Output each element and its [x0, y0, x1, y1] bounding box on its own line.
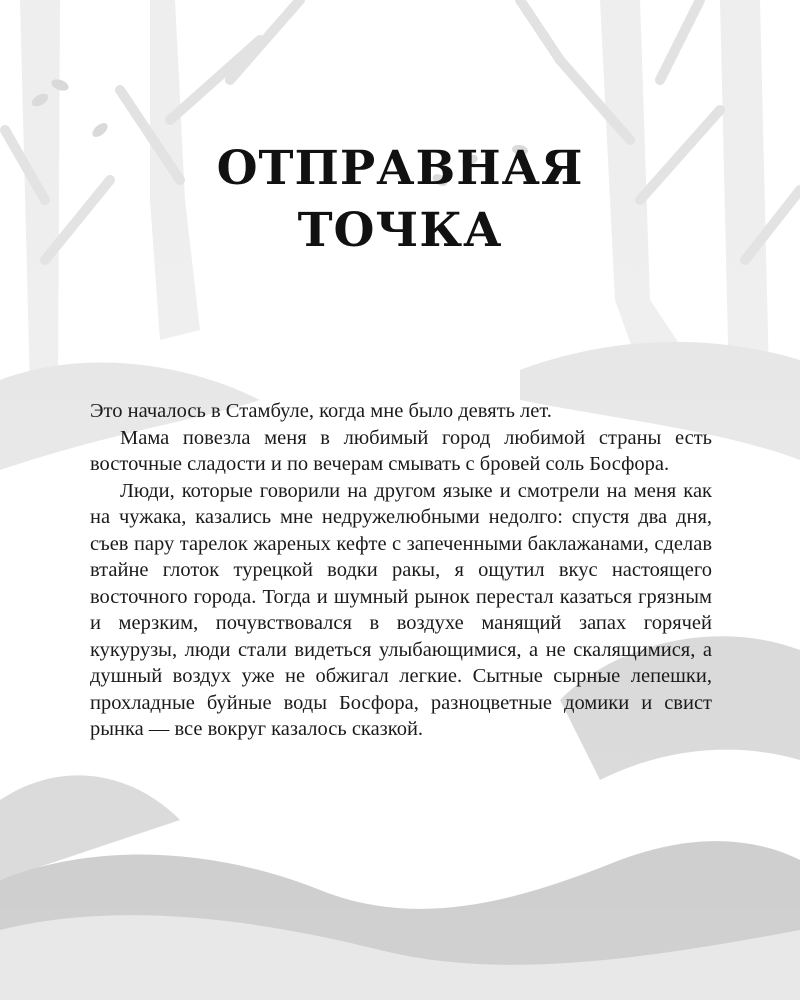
paragraph: Мама повезла меня в любимый город любимой страны есть восточные сладости и по вечерам смывать с бровей соль Босфора. — [90, 426, 712, 475]
paragraph: Это началось в Стамбуле, когда мне было девять лет. — [90, 400, 552, 422]
paragraph: Люди, которые говорили на другом языке и смотрели на меня как на чужака, казались мне недружелюбными недолго: спустя два дня, съев пару тарелок жареных кефте с запеченными баклажанами, сделав втайне глоток турецкой водки ракы, я ощутил вкус настоящего восточного города. Тогда и шумный рынок перестал казаться грязным и мерзким, почувствовался в воздухе манящий запах горячей кукурузы, люди стали видеться улыбающимися, а не скалящимися, а душный воздух уже не обжигал легкие. Сытные сырные лепешки, прохладные буйные воды Босфора, разноцветные домики и свист рынка — все вокруг казалось сказкой. — [90, 479, 712, 740]
chapter-title-line-2: ТОЧКА — [297, 203, 503, 258]
chapter-body-text — [90, 398, 712, 743]
chapter-title-line-1: ОТПРАВНАЯ — [216, 141, 584, 196]
chapter-title — [0, 138, 800, 262]
